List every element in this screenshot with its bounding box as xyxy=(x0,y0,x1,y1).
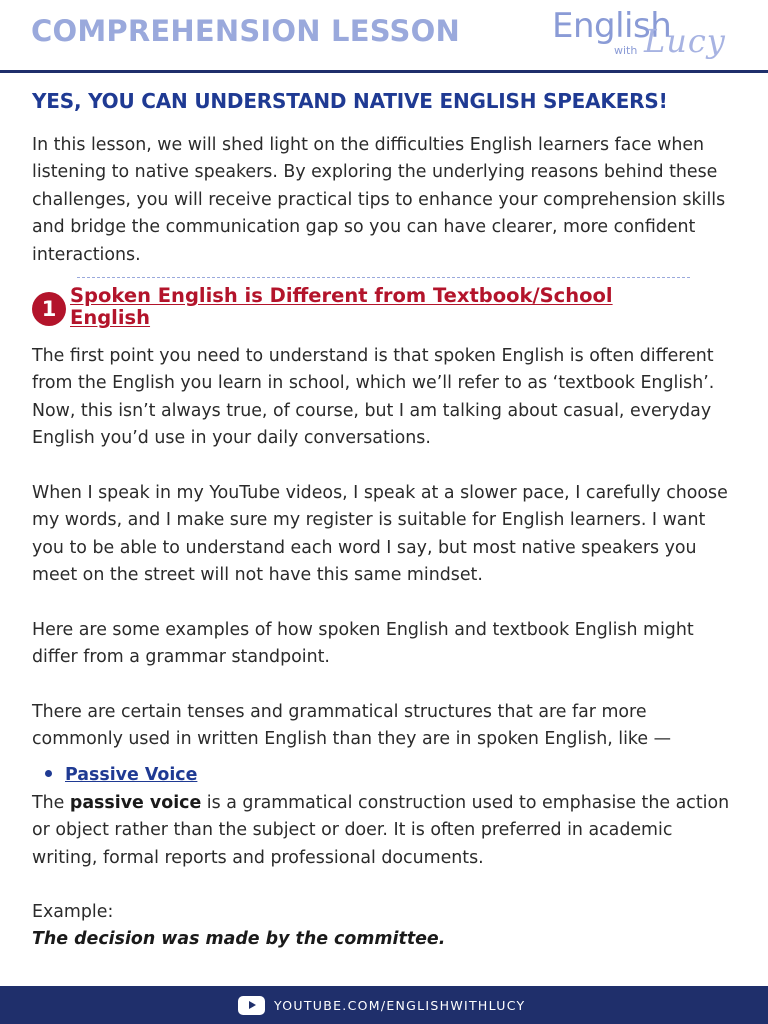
section-paragraph-1: The first point you need to understand is that spoken English is often different from the English you learn in school, which we’ll refer to as ‘textbook English’. Now, this isn’t always true, of course, but I am talking about casual, everyday English you’d use in your daily conversations. xyxy=(32,346,715,449)
section-divider xyxy=(77,277,690,278)
section-paragraph-2: When I speak in my YouTube videos, I speak at a slower pace, I carefully choose my words, and I make sure my register is suitable for English learners. I want you to be able to understand each word I say, but most native speakers you meet on the street will not have this same mindset. xyxy=(32,483,728,586)
logo-lucy-text: Lucy xyxy=(644,22,726,60)
definition-term: passive voice xyxy=(69,793,202,813)
passive-voice-heading: Passive Voice xyxy=(65,765,198,785)
footer-youtube-link[interactable] xyxy=(238,995,525,1015)
example-label: Example: xyxy=(32,902,114,922)
passive-voice-definition xyxy=(32,790,732,872)
english-with-lucy-logo xyxy=(552,6,742,66)
definition-body: is a grammatical construction used to emphasise the action or object rather than the subject or doer. It is often preferred in academic writing, formal reports and professional documents. xyxy=(32,793,730,868)
intro-paragraph: In this lesson, we will shed light on the difficulties English learners face when listening to native speakers. By exploring the underlying reasons behind these challenges, you will receive practical tips to enhance your comprehension skills and bridge the communication gap so you can have clearer, more confident interactions. xyxy=(32,135,726,265)
page-header xyxy=(0,0,768,72)
section-number-badge: 1 xyxy=(32,292,66,326)
header-divider xyxy=(0,70,768,73)
definition-prefix: The xyxy=(32,793,70,813)
section-paragraph-3: Here are some examples of how spoken English and textbook English might differ from a grammar standpoint. xyxy=(32,620,694,668)
bullet-marker xyxy=(45,770,52,777)
lesson-type-label: COMPREHENSION LESSON xyxy=(31,14,460,48)
logo-english-text: English xyxy=(552,6,672,46)
list-item-passive-voice xyxy=(45,762,197,789)
page-footer xyxy=(0,986,768,1024)
lesson-headline: YES, YOU CAN UNDERSTAND NATIVE ENGLISH SPEAKERS! xyxy=(32,89,668,113)
footer-link-text[interactable]: YOUTUBE.COM/ENGLISHWITHLUCY xyxy=(274,998,526,1013)
youtube-icon xyxy=(238,996,265,1015)
example-sentence: The decision was made by the committee. xyxy=(32,929,446,949)
logo-with-text: with xyxy=(614,44,638,57)
section-paragraph-4: There are certain tenses and grammatical structures that are far more commonly used in written English than they are in spoken English, like — xyxy=(32,702,672,750)
section-title: Spoken English is Different from Textbook/School English xyxy=(70,284,613,329)
